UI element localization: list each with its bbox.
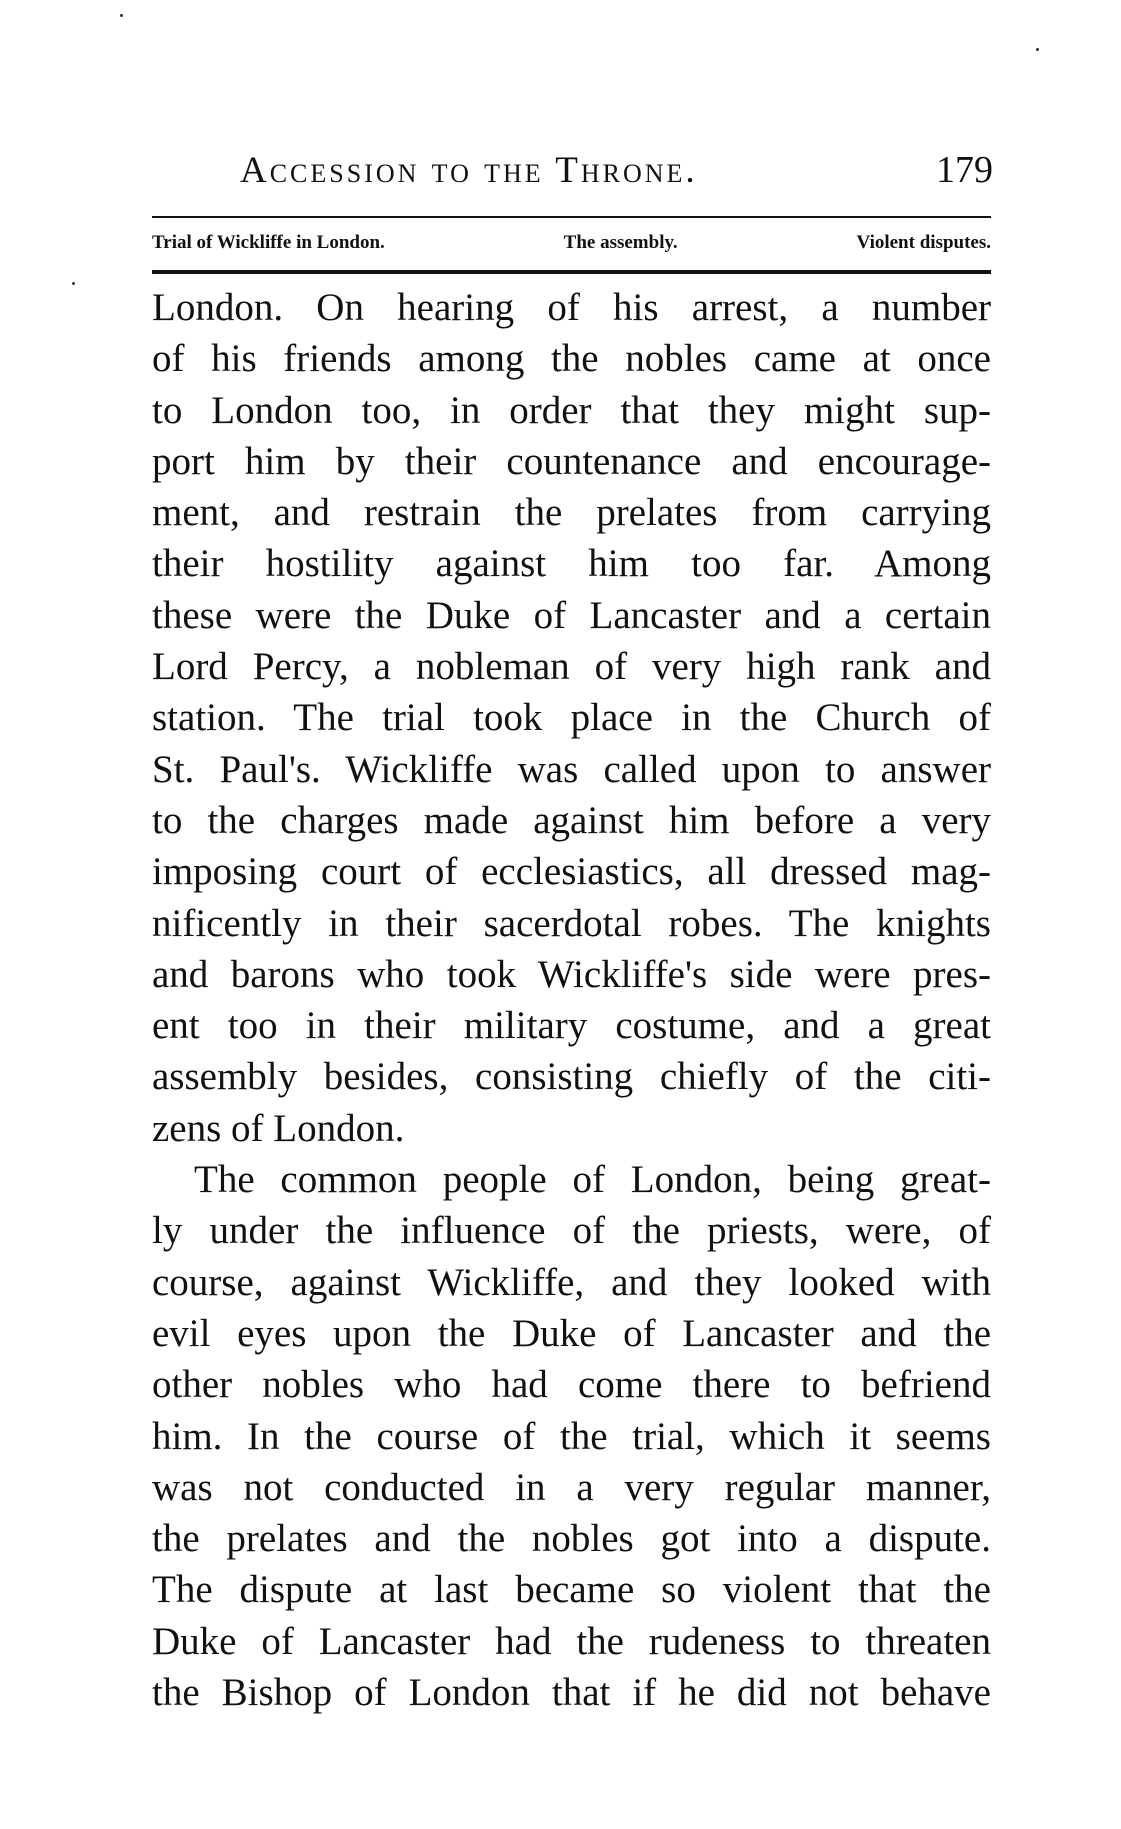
text-line: the prelates and the nobles got into a dispute. <box>152 1517 991 1561</box>
text-line: ly under the influence of the priests, were, of <box>152 1209 991 1253</box>
running-head-title: Accession to the Throne. <box>240 150 698 191</box>
text-line: course, against Wickliffe, and they looked with <box>152 1260 991 1304</box>
subhead: Violent disputes. <box>856 232 991 253</box>
text-line: to the charges made against him before a very <box>152 798 991 842</box>
subhead: The assembly. <box>563 232 678 253</box>
text-line: their hostility against him too far. Among <box>152 542 991 586</box>
scan-speck <box>72 282 75 285</box>
text-line: other nobles who had come there to befriend <box>152 1363 991 1407</box>
text-line: these were the Duke of Lancaster and a certain <box>152 593 991 637</box>
text-line: evil eyes upon the Duke of Lancaster and the <box>152 1311 991 1355</box>
running-head <box>240 148 993 198</box>
top-rule <box>152 216 991 218</box>
body-text <box>152 282 991 1718</box>
text-line: St. Paul's. Wickliffe was called upon to answer <box>152 747 991 791</box>
text-line: Duke of Lancaster had the rudeness to threaten <box>152 1619 991 1663</box>
marginal-subheads <box>152 232 991 254</box>
text-line: zens of London. <box>152 1106 405 1150</box>
text-line: station. The trial took place in the Church of <box>152 696 991 740</box>
text-line: ent too in their military costume, and a great <box>152 1004 991 1048</box>
page-number: 179 <box>936 149 993 191</box>
text-line: Lord Percy, a nobleman of very high rank and <box>152 645 991 689</box>
text-line: him. In the course of the trial, which it seems <box>152 1414 991 1458</box>
text-line: The common people of London, being great- <box>194 1158 991 1202</box>
text-line: the Bishop of London that if he did not behave <box>152 1671 991 1715</box>
text-line: London. On hearing of his arrest, a number <box>152 286 991 329</box>
bottom-rule <box>152 270 991 274</box>
scan-speck <box>1036 48 1039 51</box>
text-line: assembly besides, consisting chiefly of the citi- <box>152 1055 991 1099</box>
text-line: and barons who took Wickliffe's side were pres- <box>152 952 991 996</box>
text-line: to London too, in order that they might sup- <box>152 388 991 432</box>
text-line: imposing court of ecclesiastics, all dressed mag- <box>152 850 991 894</box>
text-line: of his friends among the nobles came at once <box>152 337 991 381</box>
text-line: ment, and restrain the prelates from carrying <box>152 491 991 535</box>
scan-speck <box>120 14 123 17</box>
text-line: nificently in their sacerdotal robes. The knights <box>152 901 991 945</box>
subhead: Trial of Wickliffe in London. <box>152 232 385 253</box>
text-line: The dispute at last became so violent that the <box>152 1568 991 1612</box>
text-line: port him by their countenance and encourage- <box>152 439 991 483</box>
text-line: was not conducted in a very regular manner, <box>152 1465 991 1509</box>
